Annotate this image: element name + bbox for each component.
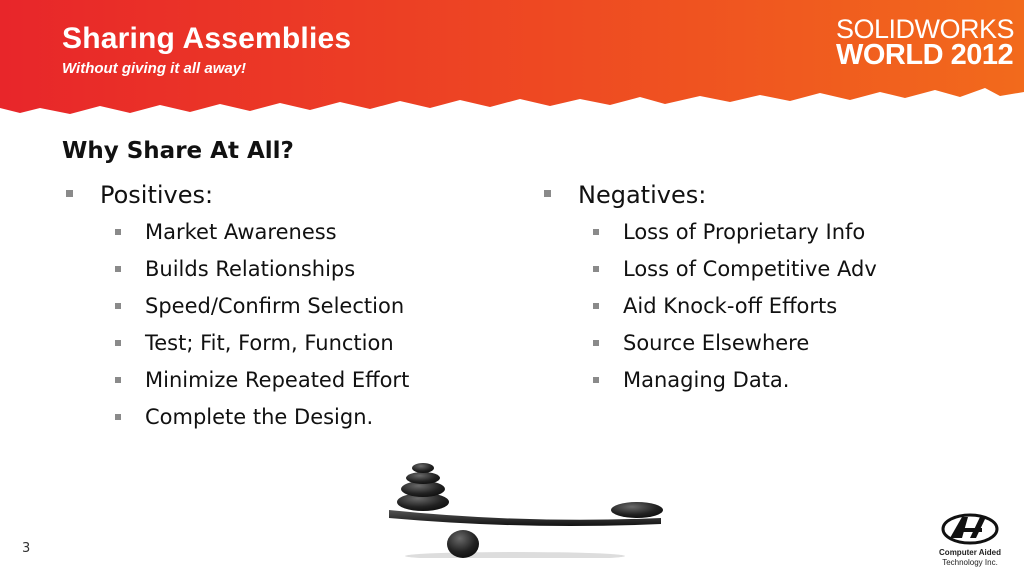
square-bullet-icon: [593, 266, 599, 272]
positives-list: [62, 214, 502, 436]
negatives-label: Negatives:: [578, 181, 707, 209]
square-bullet-icon: [115, 303, 121, 309]
square-bullet-icon: [593, 377, 599, 383]
list-item: [62, 288, 502, 325]
page-number: 3: [22, 541, 31, 556]
list-item-text: Complete the Design.: [145, 405, 374, 429]
positives-heading: [62, 178, 502, 214]
logo-text-line-1: Computer Aided: [939, 548, 1001, 557]
negatives-list: [540, 214, 980, 399]
list-item-text: Builds Relationships: [145, 257, 356, 281]
square-bullet-icon: [115, 414, 121, 420]
list-item: [540, 325, 980, 362]
square-bullet-icon: [66, 190, 73, 197]
list-item-text: Managing Data.: [623, 368, 790, 392]
list-item-text: Loss of Proprietary Info: [623, 220, 866, 244]
section-heading: Why Share At All?: [62, 138, 294, 164]
square-bullet-icon: [115, 340, 121, 346]
brand-line-2: WORLD 2012: [836, 39, 1014, 71]
list-item-text: Minimize Repeated Effort: [145, 368, 410, 392]
list-item: [62, 251, 502, 288]
negatives-heading: [540, 178, 980, 214]
square-bullet-icon: [115, 229, 121, 235]
square-bullet-icon: [115, 377, 121, 383]
logo-mark: [940, 508, 1000, 546]
list-item-text: Loss of Competitive Adv: [623, 257, 877, 281]
list-item-text: Market Awareness: [145, 220, 337, 244]
slide-subtitle: Without giving it all away!: [62, 60, 247, 77]
list-item: [540, 362, 980, 399]
list-item: [62, 362, 502, 399]
cati-logo-icon: [926, 508, 1014, 572]
list-item-text: Speed/Confirm Selection: [145, 294, 405, 318]
balance-stones-icon: [385, 458, 675, 562]
positives-label: Positives:: [100, 181, 214, 209]
square-bullet-icon: [544, 190, 551, 197]
brand-line-1: SOLIDWORKS: [836, 14, 1015, 44]
square-bullet-icon: [593, 303, 599, 309]
positives-column: [62, 178, 502, 436]
list-item-text: Test; Fit, Form, Function: [145, 331, 394, 355]
list-item: [62, 399, 502, 436]
square-bullet-icon: [593, 229, 599, 235]
list-item: [62, 214, 502, 251]
list-item-text: Aid Knock-off Efforts: [623, 294, 838, 318]
list-item: [540, 251, 980, 288]
negatives-column: [540, 178, 980, 399]
square-bullet-icon: [593, 340, 599, 346]
square-bullet-icon: [115, 266, 121, 272]
list-item: [62, 325, 502, 362]
list-item-text: Source Elsewhere: [623, 331, 810, 355]
slide-title: Sharing Assemblies: [62, 22, 352, 55]
logo-text-line-2: Technology Inc.: [942, 558, 998, 567]
list-item: [540, 288, 980, 325]
header-banner: [0, 0, 1024, 118]
list-item: [540, 214, 980, 251]
